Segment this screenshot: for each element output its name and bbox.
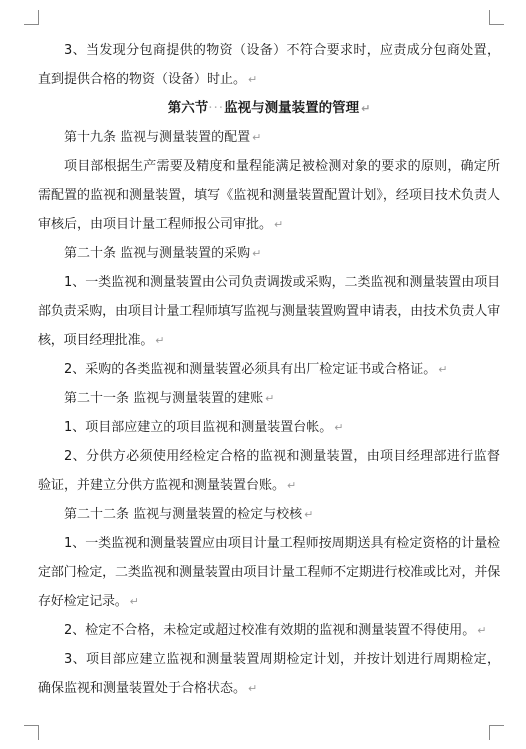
paragraph-mark-icon: ↵ bbox=[287, 479, 297, 492]
crop-mark-top-left bbox=[24, 10, 39, 25]
paragraph-mark-icon: ↵ bbox=[361, 102, 371, 115]
paragraph-mark-icon: ↵ bbox=[248, 73, 258, 86]
paragraph-mark-icon: ↵ bbox=[265, 392, 275, 405]
article-21-item-2: 2、分供方必须使用经检定合格的监视和测量装置，由项目经理部进行监督验证，并建立分供方监视和测量装置台账。 ↵ bbox=[38, 449, 500, 493]
article-20-item-2: 2、采购的各类监视和测量装置必须具有出厂检定证书或合格证。 ↵ bbox=[64, 362, 448, 377]
article-22-heading: 第二十二条 监视与测量装置的检定与校核 ↵ bbox=[64, 507, 314, 522]
crop-mark-top-right bbox=[489, 10, 504, 25]
paragraph-mark-icon: ↵ bbox=[477, 624, 487, 637]
paragraph-mark-icon: ↵ bbox=[252, 131, 262, 144]
article-20-heading: 第二十条 监视与测量装置的采购 ↵ bbox=[64, 246, 262, 261]
paragraph-mark-icon: ↵ bbox=[129, 595, 139, 608]
paragraph-mark-icon: ↵ bbox=[252, 247, 262, 260]
paragraph-mark-icon: ↵ bbox=[304, 508, 314, 521]
article-19-body: 项目部根据生产需要及精度和量程能满足被检测对象的要求的原则，确定所需配置的监视和测量装置，填写《监视和测量装置配置计划》，经项目技术负责人审核后，由项目计量工程师报公司审批。 ↵ bbox=[38, 159, 500, 232]
article-21-item-1: 1、项目部应建立的项目监视和测量装置台帐。 ↵ bbox=[64, 420, 344, 435]
crop-mark-bottom-left bbox=[24, 725, 39, 740]
crop-mark-bottom-right bbox=[489, 725, 504, 740]
article-21-heading: 第二十一条 监视与测量装置的建账 ↵ bbox=[64, 391, 275, 406]
paragraph-mark-icon: ↵ bbox=[274, 218, 284, 231]
document-body[interactable] bbox=[38, 36, 500, 703]
article-22-item-1: 1、一类监视和测量装置应由项目计量工程师按周期送具有检定资格的计量检定部门检定，二类监视和测量装置由项目计量工程师不定期进行校准或比对，并保存好检定记录。 ↵ bbox=[38, 536, 500, 609]
paragraph-mark-icon: ↵ bbox=[334, 421, 344, 434]
paragraph-item-3-supplier: 3、当发现分包商提供的物资（设备）不符合要求时，应责成分包商处置，直到提供合格的物资（设备）时止。 ↵ bbox=[38, 43, 500, 87]
article-20-item-1: 1、一类监视和测量装置由公司负责调拨或采购，二类监视和测量装置由项目部负责采购，由项目计量工程师填写监视与测量装置购置申请表，由技术负责人审核，项目经理批准。 ↵ bbox=[38, 275, 500, 348]
article-22-item-2: 2、检定不合格，未检定或超过校准有效期的监视和测量装置不得使用。 ↵ bbox=[64, 623, 487, 638]
paragraph-mark-icon: ↵ bbox=[155, 334, 165, 347]
article-19-heading: 第十九条 监视与测量装置的配置 ↵ bbox=[64, 130, 262, 145]
paragraph-mark-icon: ↵ bbox=[248, 682, 258, 695]
article-22-item-3: 3、项目部应建立监视和测量装置周期检定计划，并按计划进行周期检定，确保监视和测量装置处于合格状态。 ↵ bbox=[38, 652, 500, 696]
section-heading: 第六节···监视与测量装置的管理 ↵ bbox=[167, 100, 371, 116]
paragraph-mark-icon: ↵ bbox=[438, 363, 448, 376]
